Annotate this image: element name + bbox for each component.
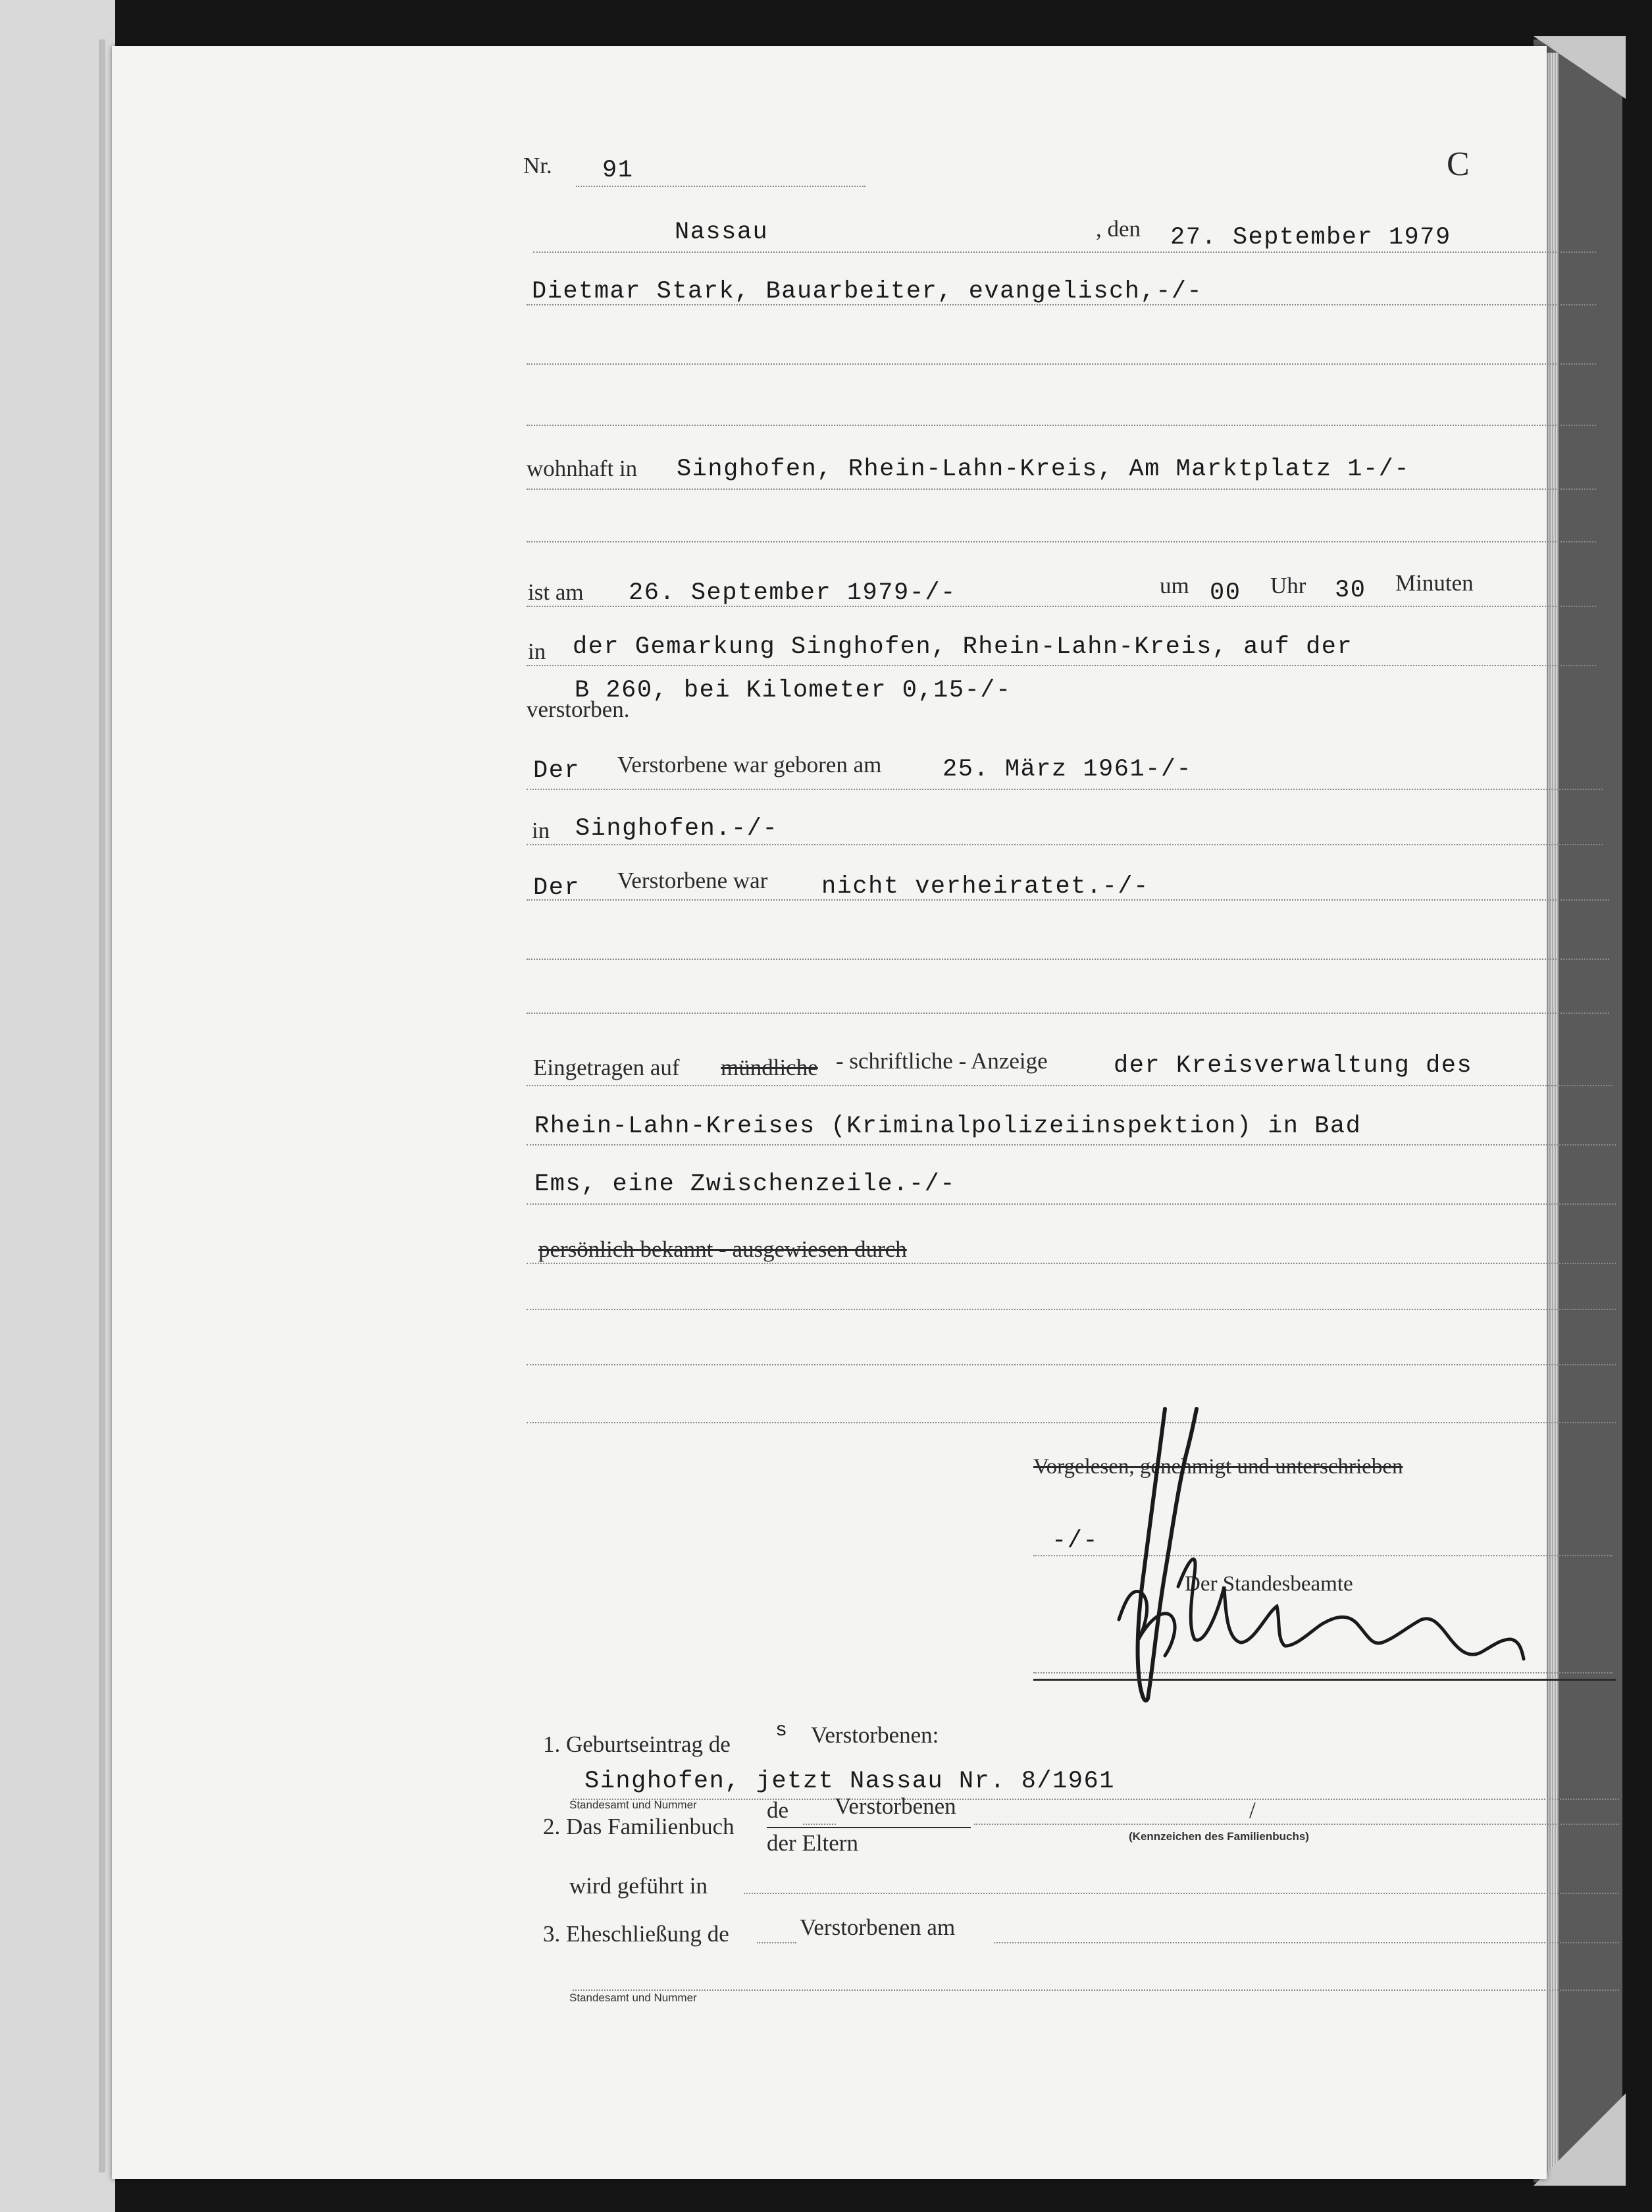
place: Nassau (675, 219, 769, 246)
place-date-rule (533, 251, 1596, 253)
nr-label: Nr. (523, 153, 552, 178)
persoenlich-struck: persönlich bekannt - ausgewiesen durch (538, 1236, 907, 1262)
war-label: Verstorbene war (617, 868, 768, 893)
birth-place-rule (527, 844, 1603, 845)
death-date: 26. September 1979-/- (629, 579, 956, 607)
der-birth: Der (533, 757, 581, 785)
geboren-label: Verstorbene war geboren am (617, 752, 882, 777)
item2-fraction-bar (767, 1827, 971, 1828)
birth-place: Singhofen.-/- (575, 815, 779, 843)
standesamt-label: Standesamt und Nummer (569, 1799, 697, 1811)
birth-date: 25. März 1961-/- (942, 756, 1193, 783)
vorgelesen-struck: Vorgelesen, genehmigt und unterschrieben (1033, 1455, 1403, 1479)
item2-eltern: der Eltern (767, 1830, 858, 1856)
report-rule-5 (527, 1309, 1616, 1310)
item2-rule (974, 1824, 1619, 1825)
report-rule-4 (527, 1263, 1616, 1264)
item2-de-rule (803, 1824, 836, 1825)
entry-number: 91 (602, 157, 634, 184)
nr-rule (576, 186, 865, 187)
item1-rule (573, 1799, 1619, 1800)
person-rule-2 (527, 363, 1596, 365)
person-line: Dietmar Stark, Bauarbeiter, evangelisch,-/- (532, 278, 1203, 305)
signature-dash: -/- (1052, 1527, 1099, 1555)
birth-date-rule (527, 789, 1603, 790)
item1-suffix: Verstorbenen: (811, 1722, 939, 1748)
uhr-label: Uhr (1270, 573, 1306, 598)
marital-rule-2 (527, 959, 1609, 960)
person-rule-3 (527, 425, 1596, 426)
item3-value: Verstorbenen am (800, 1914, 956, 1940)
kennzeichen-label: (Kennzeichen des Familienbuchs) (1129, 1830, 1309, 1843)
left-page (0, 0, 115, 2212)
item2-label: 2. Das Familienbuch (543, 1814, 735, 1839)
item1-value: Singhofen, jetzt Nassau Nr. 8/1961 (584, 1768, 1115, 1795)
um-label: um (1160, 573, 1189, 598)
marital-rule-3 (527, 1013, 1609, 1014)
wird-rule (744, 1893, 1619, 1894)
report-line-1: der Kreisverwaltung des (1114, 1052, 1473, 1080)
report-rule-3 (527, 1203, 1616, 1205)
death-minutes: 30 (1335, 577, 1366, 604)
death-date-rule (527, 606, 1596, 607)
verstorben-label: verstorben. (527, 697, 630, 722)
death-place-rule (527, 665, 1596, 666)
muendliche-struck: mündliche (721, 1055, 818, 1080)
address: Singhofen, Rhein-Lahn-Kreis, Am Marktplatz 1-/- (677, 456, 1410, 483)
wohnhaft-label: wohnhaft in (527, 456, 638, 481)
item3-rule-2 (573, 1989, 1619, 1991)
report-rule-2 (527, 1144, 1616, 1146)
entry-date: 27. September 1979 (1170, 224, 1451, 251)
item3-de-rule (757, 1942, 796, 1943)
marital-rule-1 (527, 899, 1609, 901)
wird-gefuehrt-label: wird geführt in (569, 1873, 708, 1899)
address-rule-2 (527, 541, 1596, 542)
address-rule-1 (527, 488, 1596, 490)
item3-rule (994, 1942, 1619, 1943)
item2-verstorbenen: Verstorbenen (835, 1793, 956, 1819)
person-rule-1 (527, 304, 1596, 305)
in-label: in (528, 639, 546, 664)
report-line-3: Ems, eine Zwischenzeile.-/- (534, 1171, 956, 1198)
item3-label: 3. Eheschließung de (543, 1921, 729, 1947)
death-place-line-2: B 260, bei Kilometer 0,15-/- (575, 677, 1012, 704)
schriftliche-label: - schriftliche - Anzeige (836, 1048, 1048, 1074)
eingetragen-label: Eingetragen auf (533, 1055, 680, 1080)
report-rule-1 (527, 1085, 1613, 1086)
birth-in-label: in (532, 818, 550, 843)
marital-status: nicht verheiratet.-/- (821, 873, 1149, 901)
standesamt-label-2: Standesamt und Nummer (569, 1991, 697, 2004)
ist-am-label: ist am (528, 579, 584, 605)
item1-label: 1. Geburtseintrag de (543, 1731, 731, 1757)
death-hour: 00 (1210, 579, 1241, 607)
register-page (112, 46, 1547, 2179)
den-label: , den (1096, 216, 1141, 242)
standesbeamte-label: Der Standesbeamte (1185, 1572, 1353, 1596)
left-page-edge (99, 40, 105, 2172)
item2-slash: / (1249, 1797, 1256, 1823)
report-line-2: Rhein-Lahn-Kreises (Kriminalpolizeiinspektion) in Bad (534, 1113, 1362, 1140)
register-letter: C (1447, 145, 1470, 183)
minuten-label: Minuten (1395, 570, 1474, 596)
item1-s: s (775, 1720, 788, 1742)
signature-solid-rule (1033, 1679, 1616, 1681)
der-marital: Der (533, 874, 581, 902)
death-place-line-1: der Gemarkung Singhofen, Rhein-Lahn-Kreis, auf der (573, 633, 1353, 661)
item2-de: de (767, 1797, 789, 1823)
report-rule-6 (527, 1364, 1616, 1365)
